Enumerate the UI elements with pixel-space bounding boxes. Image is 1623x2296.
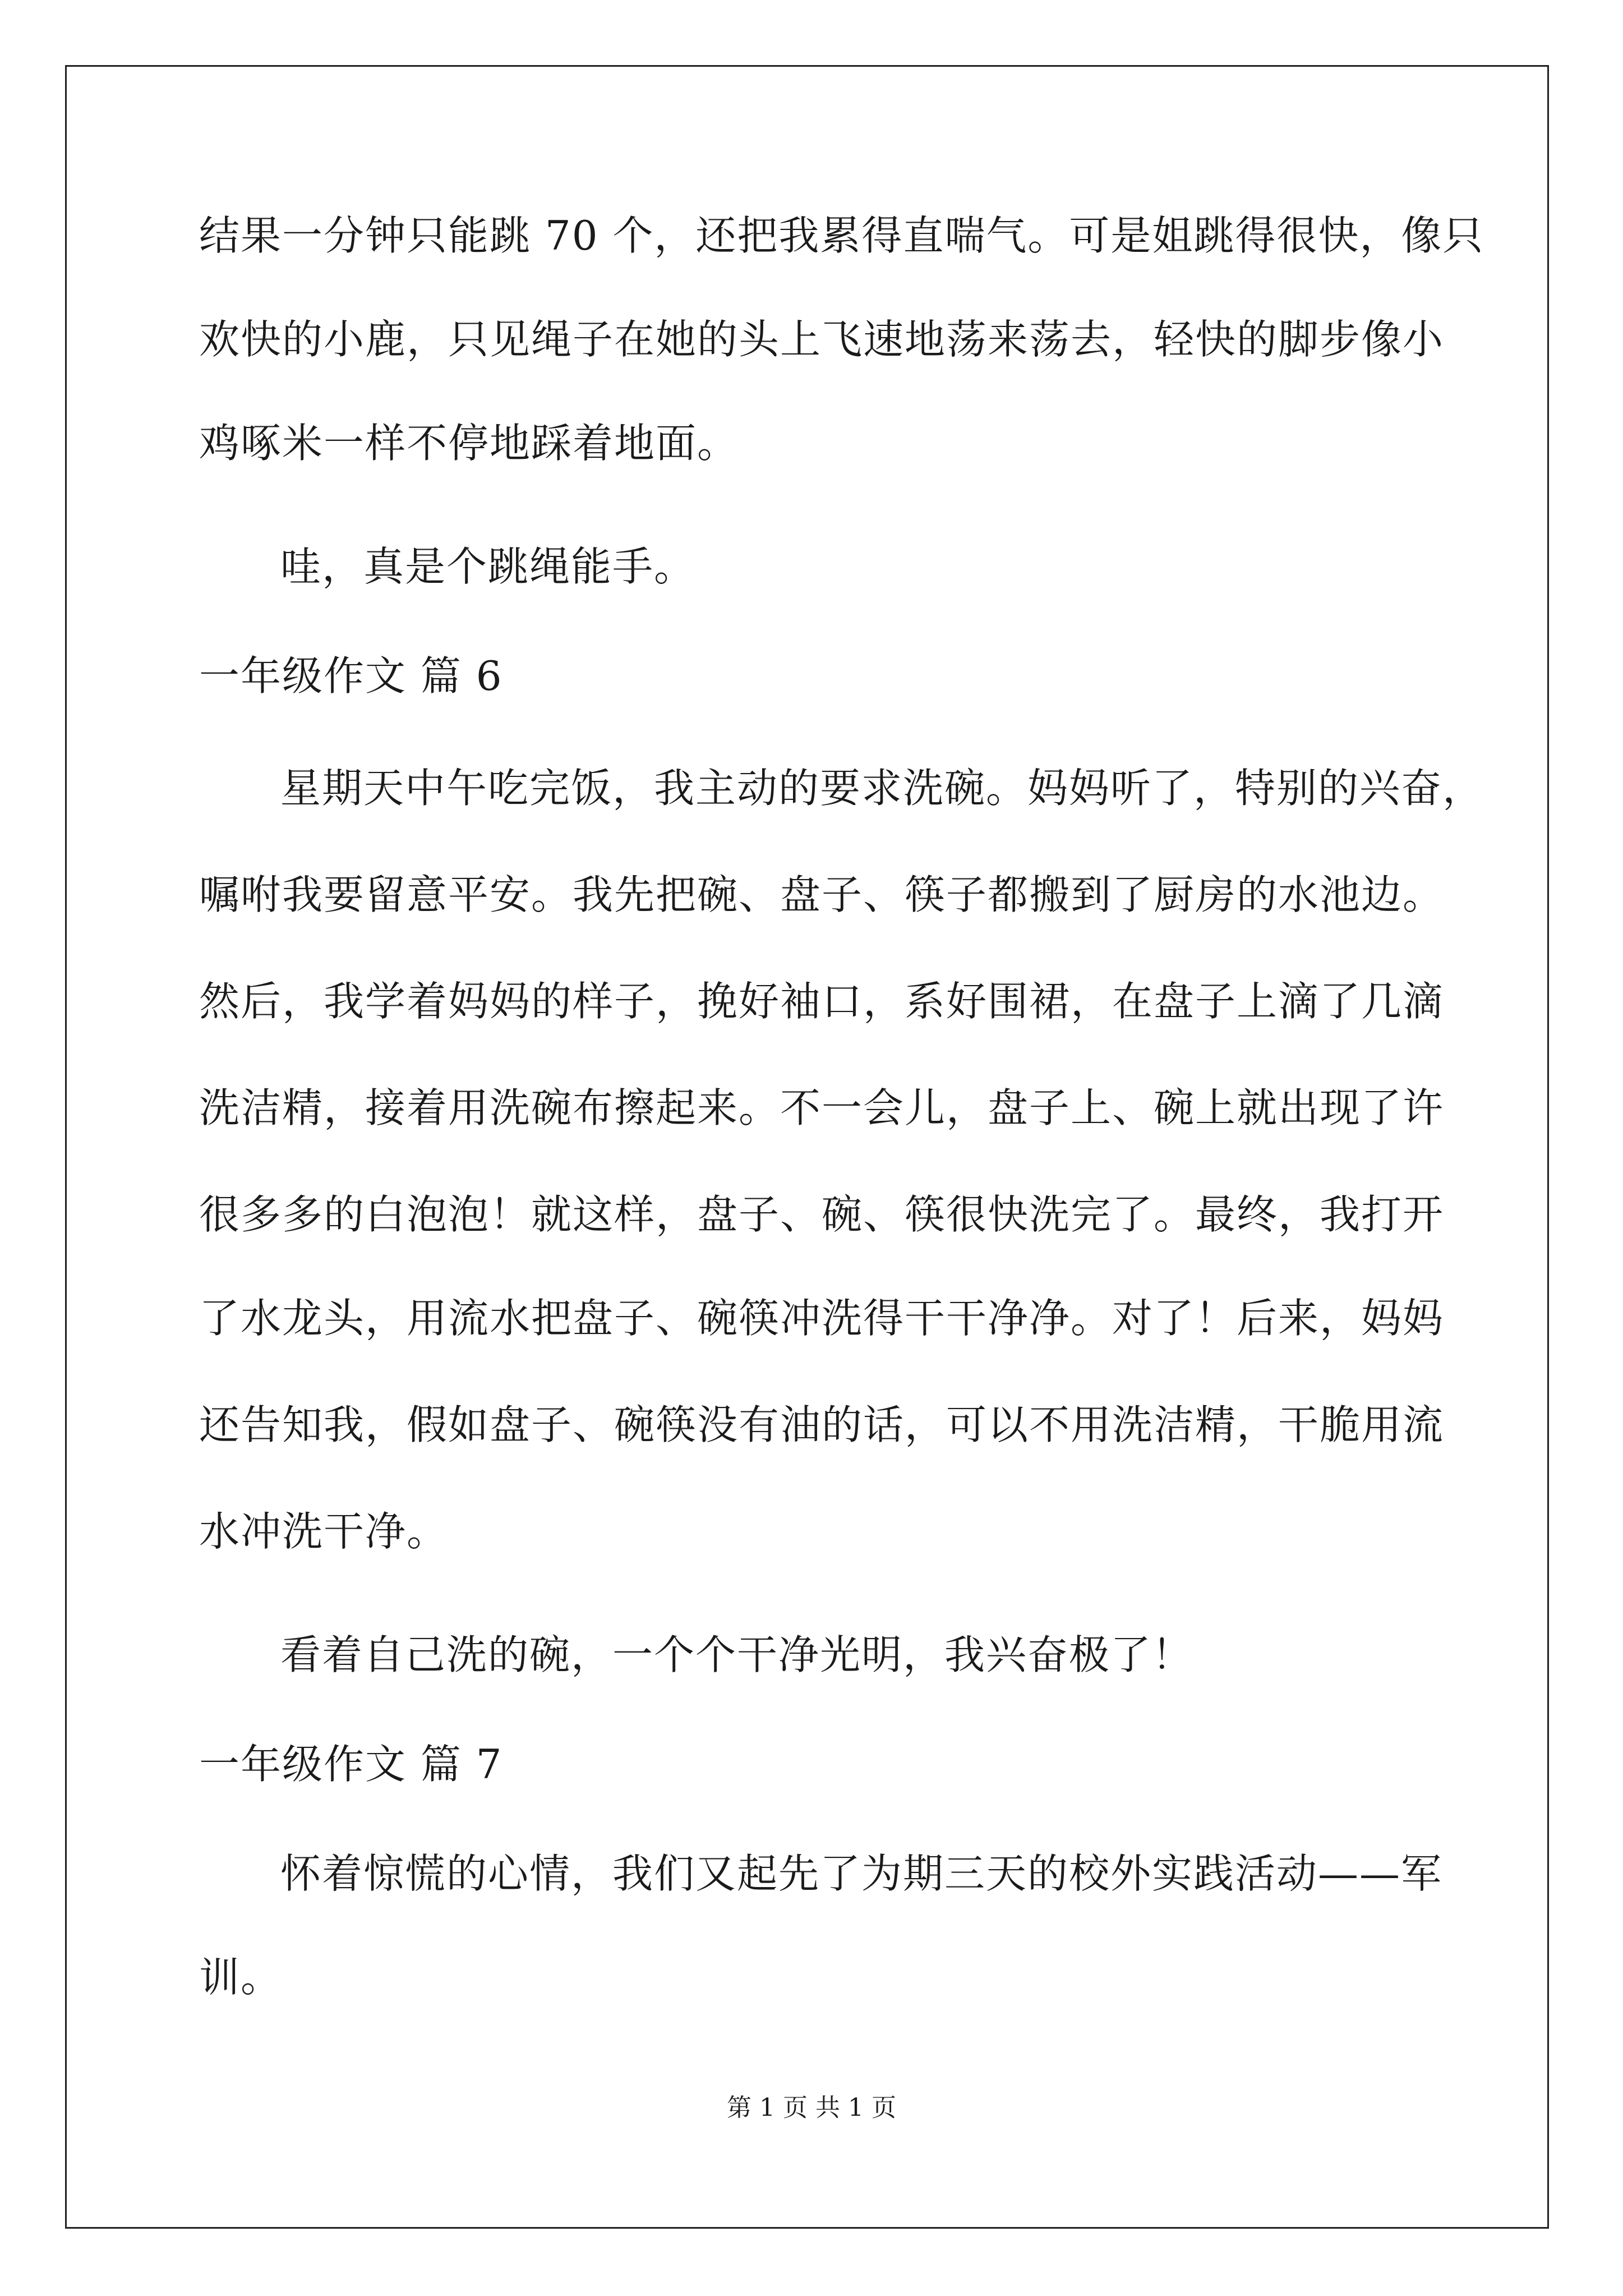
paragraph-line: 结果一分钟只能跳 70 个，还把我累得直喘气。可是姐跳得很快，像只 (199, 212, 1484, 259)
page-footer: 第 1 页 共 1 页 (727, 2093, 896, 2122)
section-heading: 一年级作文 篇 7 (199, 1741, 503, 1788)
paragraph-line: 鸡啄米一样不停地踩着地面。 (199, 420, 739, 467)
paragraph-line: 然后，我学着妈妈的样子，挽好袖口，系好围裙，在盘子上滴了几滴 (199, 978, 1445, 1025)
paragraph-line: 训。 (199, 1954, 283, 2001)
page-border (65, 65, 1549, 2229)
paragraph-line: 还告知我，假如盘子、碗筷没有油的话，可以不用洗洁精，干脆用流 (199, 1401, 1445, 1448)
paragraph-line: 哇，真是个跳绳能手。 (280, 543, 696, 590)
paragraph-line: 很多多的白泡泡！就这样，盘子、碗、筷很快洗完了。最终，我打开 (199, 1191, 1445, 1238)
paragraph-line: 星期天中午吃完饭，我主动的要求洗碗。妈妈听了，特别的兴奋， (280, 765, 1484, 812)
paragraph-line: 了水龙头，用流水把盘子、碗筷冲洗得干干净净。对了！后来，妈妈 (199, 1295, 1445, 1342)
section-heading: 一年级作文 篇 6 (199, 652, 503, 700)
paragraph-line: 水冲洗干净。 (199, 1508, 449, 1555)
paragraph-line: 嘱咐我要留意平安。我先把碗、盘子、筷子都搬到了厨房的水池边。 (199, 871, 1445, 918)
paragraph-line: 欢快的小鹿，只见绳子在她的头上飞速地荡来荡去，轻快的脚步像小 (199, 316, 1445, 363)
paragraph-line: 洗洁精，接着用洗碗布擦起来。不一会儿，盘子上、碗上就出现了许 (199, 1084, 1445, 1131)
paragraph-line: 看着自己洗的碗，一个个干净光明，我兴奋极了！ (280, 1631, 1194, 1678)
paragraph-line: 怀着惊慌的心情，我们又起先了为期三天的校外实践活动——军 (280, 1850, 1443, 1897)
